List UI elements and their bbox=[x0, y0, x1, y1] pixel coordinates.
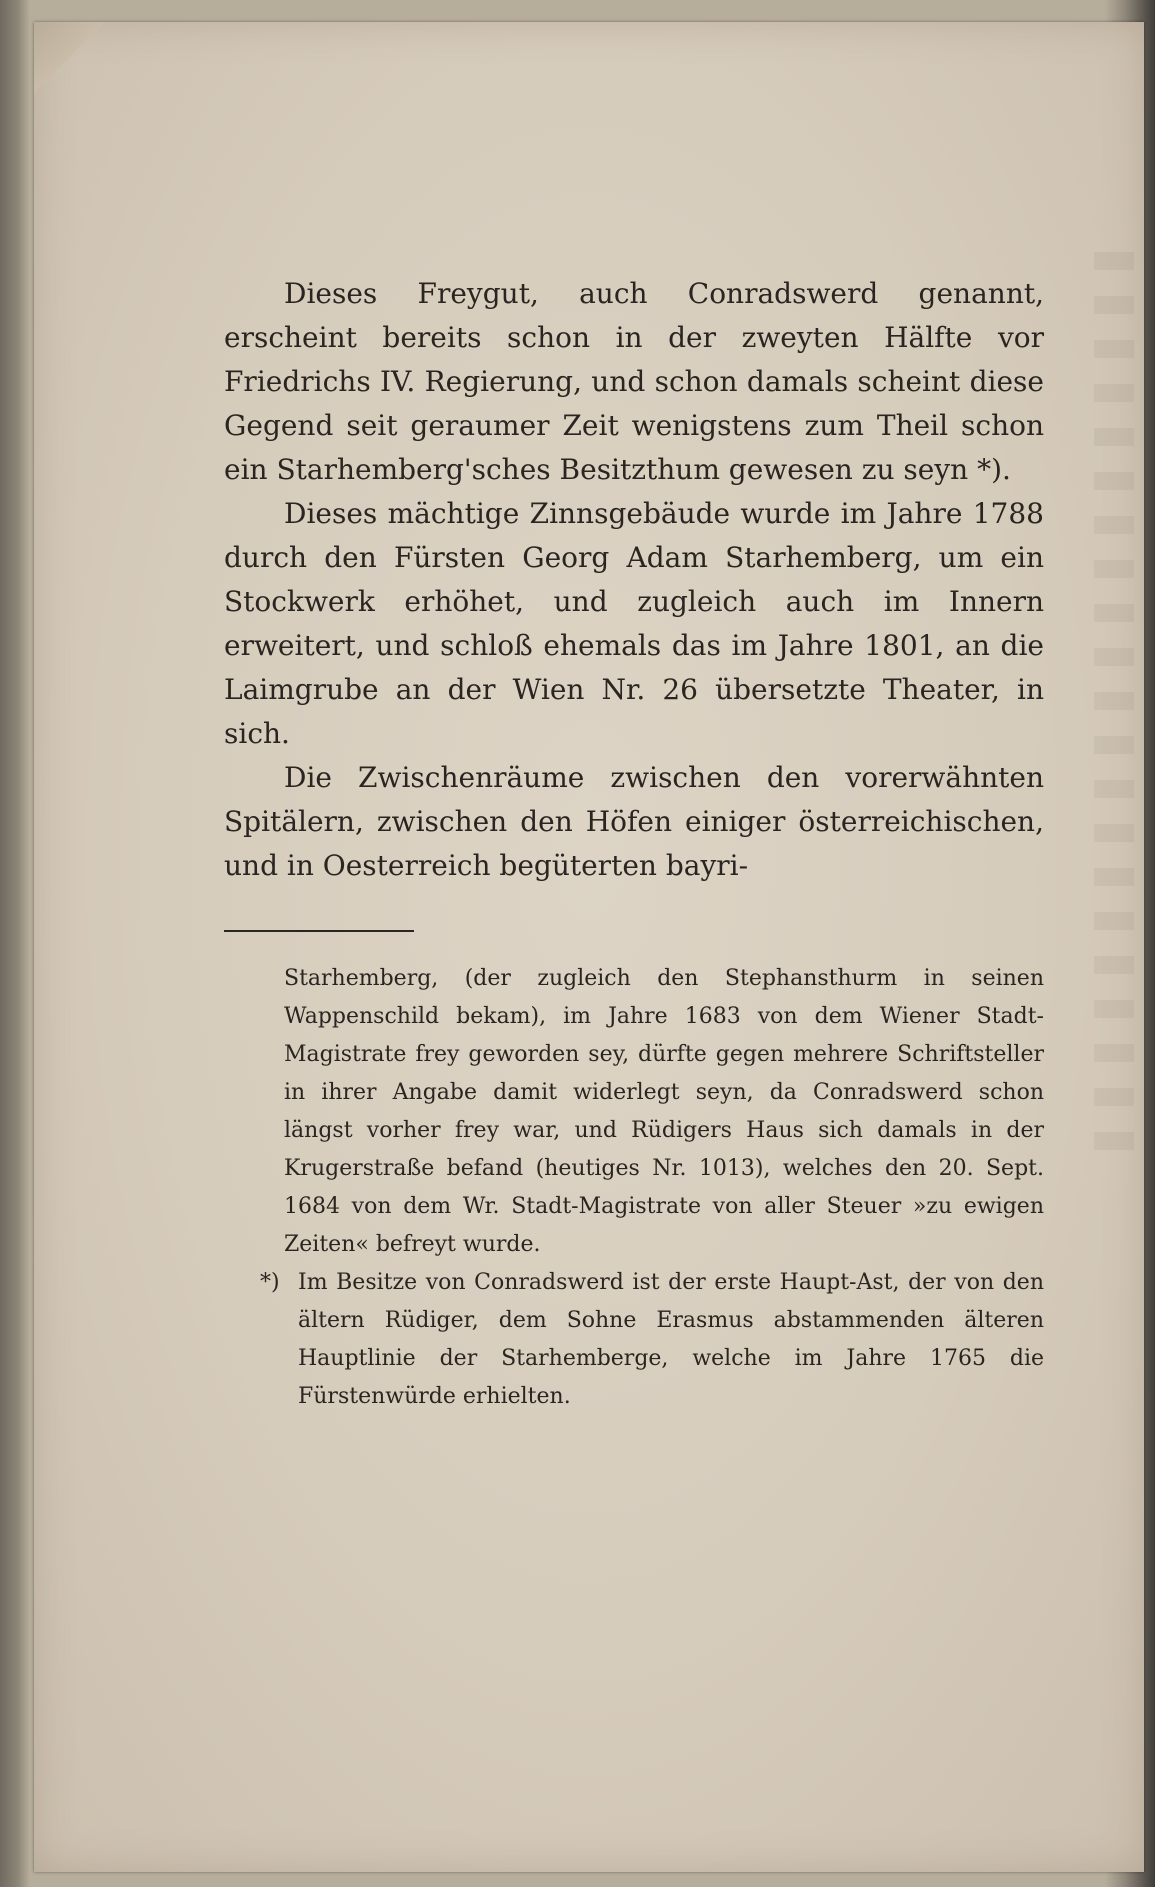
bleed-through-shadow bbox=[1094, 252, 1134, 1152]
footnote-star-text: Im Besitze von Conradswerd ist der erste Haupt-Ast, der von den ältern Rüdiger, dem Sohne Erasmus abstammenden älteren Hauptlinie der Starhemberge, welche im Jahre 1765 die Fürstenwürde erhielten. bbox=[298, 1270, 1044, 1409]
paragraph-3: Die Zwischenräume zwischen den vorerwähnten Spitälern, zwischen den Höfen einiger österreichischen, und in Oesterreich begüterten bayri- bbox=[224, 761, 1044, 882]
footnote-star bbox=[224, 1264, 1044, 1416]
paragraph-2: Dieses mächtige Zinnsgebäude wurde im Jahre 1788 durch den Fürsten Georg Adam Starhemberg, um ein Stockwerk erhöhet, und zugleich auch im Innern erweitert, und schloß ehemals das im Jahre 1801, an die Laimgrube an der Wien Nr. 26 übersetzte Theater, in sich. bbox=[224, 497, 1044, 750]
footnote-separator bbox=[224, 930, 414, 932]
book-page bbox=[34, 22, 1144, 1872]
footnote-continuation: Starhemberg, (der zugleich den Stephansthurm in seinen Wappenschild bekam), im Jahre 1683 von dem Wiener Stadt-Magistrate frey geworden sey, dürfte gegen mehrere Schriftsteller in ihrer Angabe damit widerlegt seyn, da Conradswerd schon längst vorher frey war, und Rüdigers Haus sich damals in der Krugerstraße befand (heutiges Nr. 1013), welches den 20. Sept. 1684 von dem Wr. Stadt-Magistrate von aller Steuer »zu ewigen Zeiten« befreyt wurde. bbox=[284, 966, 1044, 1257]
main-text-block bbox=[224, 272, 1044, 1416]
paragraph-1: Dieses Freygut, auch Conradswerd genannt, erscheint bereits schon in der zweyten Hälfte vor Friedrichs IV. Regierung, und schon damals scheint diese Gegend seit geraumer Zeit wenigstens zum Theil schon ein Starhemberg'sches Besitzthum gewesen zu seyn *). bbox=[224, 277, 1044, 486]
footnote-marker: *) bbox=[260, 1270, 280, 1295]
